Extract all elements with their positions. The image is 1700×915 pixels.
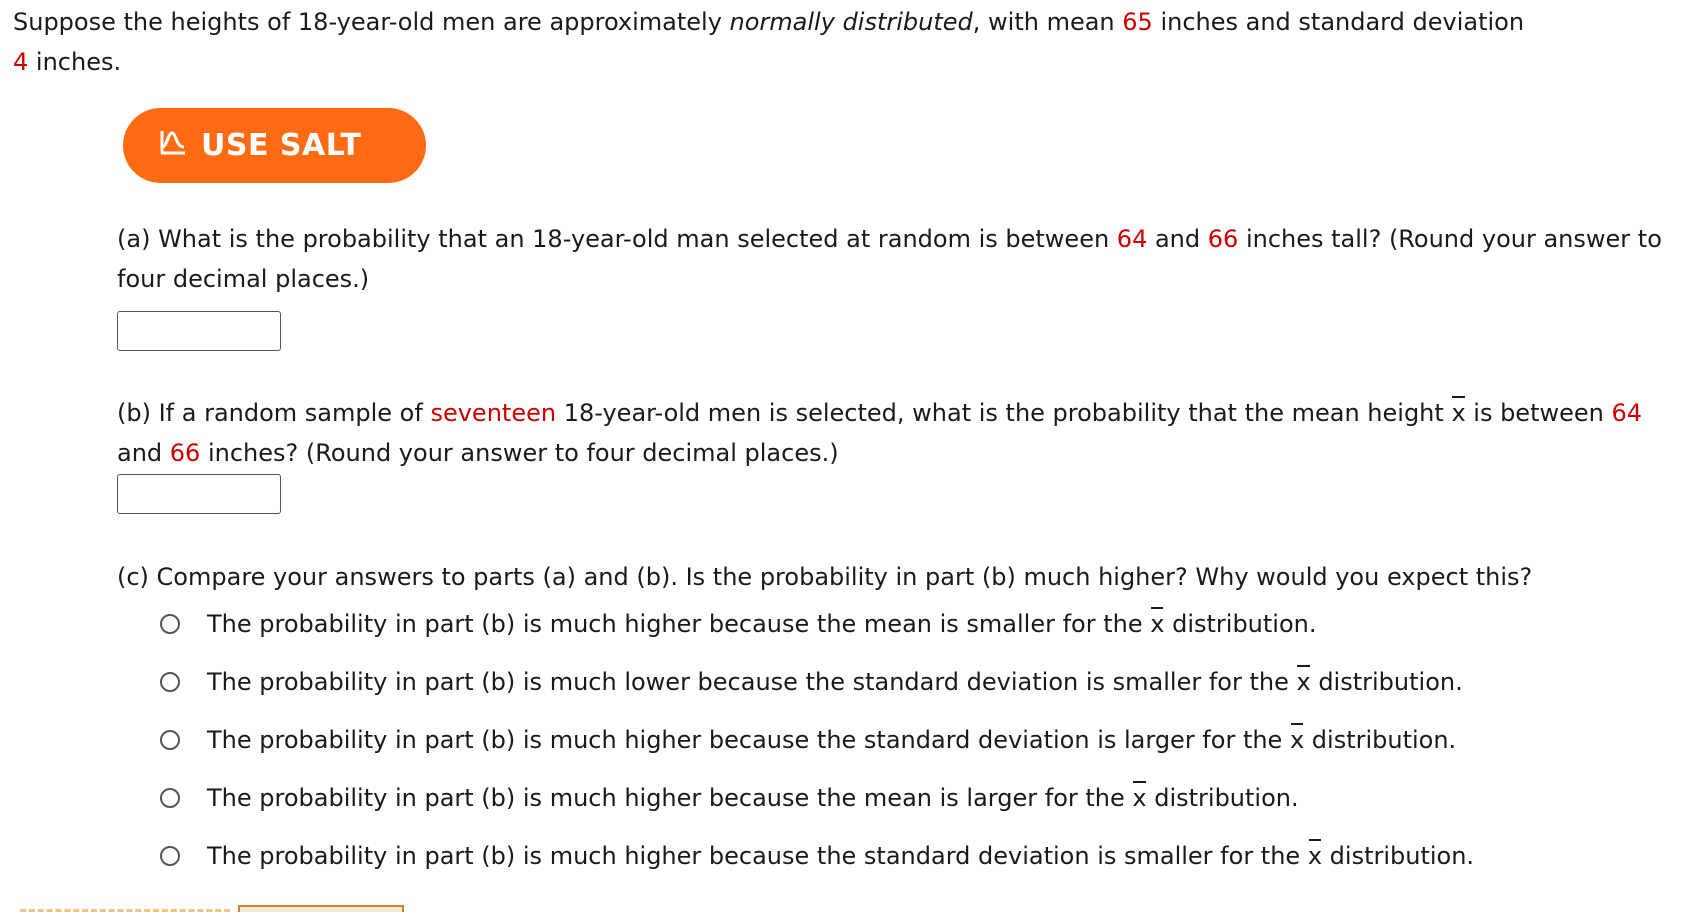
- part-b-sample-size: seventeen: [430, 399, 557, 427]
- part-b-high: 66: [169, 439, 201, 467]
- part-a-high: 66: [1207, 225, 1239, 253]
- part-b-text-4: and: [117, 439, 170, 467]
- xbar-symbol: x: [1308, 836, 1322, 876]
- problem-intro: [13, 2, 1693, 82]
- radio-button[interactable]: [160, 846, 180, 866]
- xbar-symbol: x: [1132, 778, 1146, 818]
- part-b-answer-input[interactable]: [117, 474, 281, 514]
- part-a-answer-input[interactable]: [117, 311, 281, 351]
- intro-text-4: inches.: [28, 48, 122, 76]
- part-a-text-1: (a) What is the probability that an 18-year-old man selected at random is between: [117, 225, 1117, 253]
- intro-emphasis: normally distributed: [729, 8, 973, 36]
- salt-label: USE SALT: [201, 127, 362, 163]
- part-b-low: 64: [1611, 399, 1643, 427]
- option-label: The probability in part (b) is much lower because the standard deviation is smaller for the x distribution.: [207, 662, 1463, 702]
- mean-value: 65: [1122, 8, 1153, 36]
- option-3[interactable]: [160, 711, 1690, 769]
- part-b-text-1: (b) If a random sample of: [117, 399, 431, 427]
- option-5[interactable]: [160, 827, 1690, 885]
- option-label: The probability in part (b) is much higher because the mean is larger for the x distribution.: [207, 778, 1299, 818]
- radio-button[interactable]: [160, 672, 180, 692]
- part-c-options: [160, 595, 1690, 885]
- part-a-text-2: and: [1147, 225, 1208, 253]
- intro-text-1: Suppose the heights of 18-year-old men are approximately: [13, 8, 730, 36]
- bottom-panel-edge: [238, 905, 404, 912]
- part-b-text-2: 18-year-old men is selected, what is the probability that the mean height: [556, 399, 1452, 427]
- xbar-symbol: x: [1150, 604, 1164, 644]
- part-a-text-3: inches tall? (Round your answer to four decimal places.): [117, 225, 1662, 293]
- option-label: The probability in part (b) is much higher because the standard deviation is smaller for the x distribution.: [207, 836, 1474, 876]
- part-a-question: [117, 219, 1687, 299]
- xbar-symbol: x: [1296, 662, 1310, 702]
- radio-button[interactable]: [160, 614, 180, 634]
- part-c-question: (c) Compare your answers to parts (a) and (b). Is the probability in part (b) much higher? Why would you expect this?: [117, 563, 1533, 591]
- xbar-symbol: x: [1451, 393, 1465, 433]
- option-4[interactable]: [160, 769, 1690, 827]
- radio-button[interactable]: [160, 730, 180, 750]
- salt-icon: [159, 126, 201, 166]
- part-b-question: [117, 393, 1687, 473]
- use-salt-button[interactable]: [123, 108, 426, 183]
- radio-button[interactable]: [160, 788, 180, 808]
- intro-text-3: inches and standard deviation: [1152, 8, 1525, 36]
- part-b-text-3: is between: [1465, 399, 1612, 427]
- part-a-low: 64: [1116, 225, 1148, 253]
- option-label: The probability in part (b) is much higher because the mean is smaller for the x distribution.: [207, 604, 1317, 644]
- option-label: The probability in part (b) is much higher because the standard deviation is larger for the x distribution.: [207, 720, 1456, 760]
- option-1[interactable]: [160, 595, 1690, 653]
- option-2[interactable]: [160, 653, 1690, 711]
- bottom-divider: [20, 909, 230, 915]
- sd-value: 4: [13, 48, 29, 76]
- intro-text-2: , with mean: [972, 8, 1123, 36]
- part-b-text-5: inches? (Round your answer to four decimal places.): [200, 439, 839, 467]
- xbar-symbol: x: [1290, 720, 1304, 760]
